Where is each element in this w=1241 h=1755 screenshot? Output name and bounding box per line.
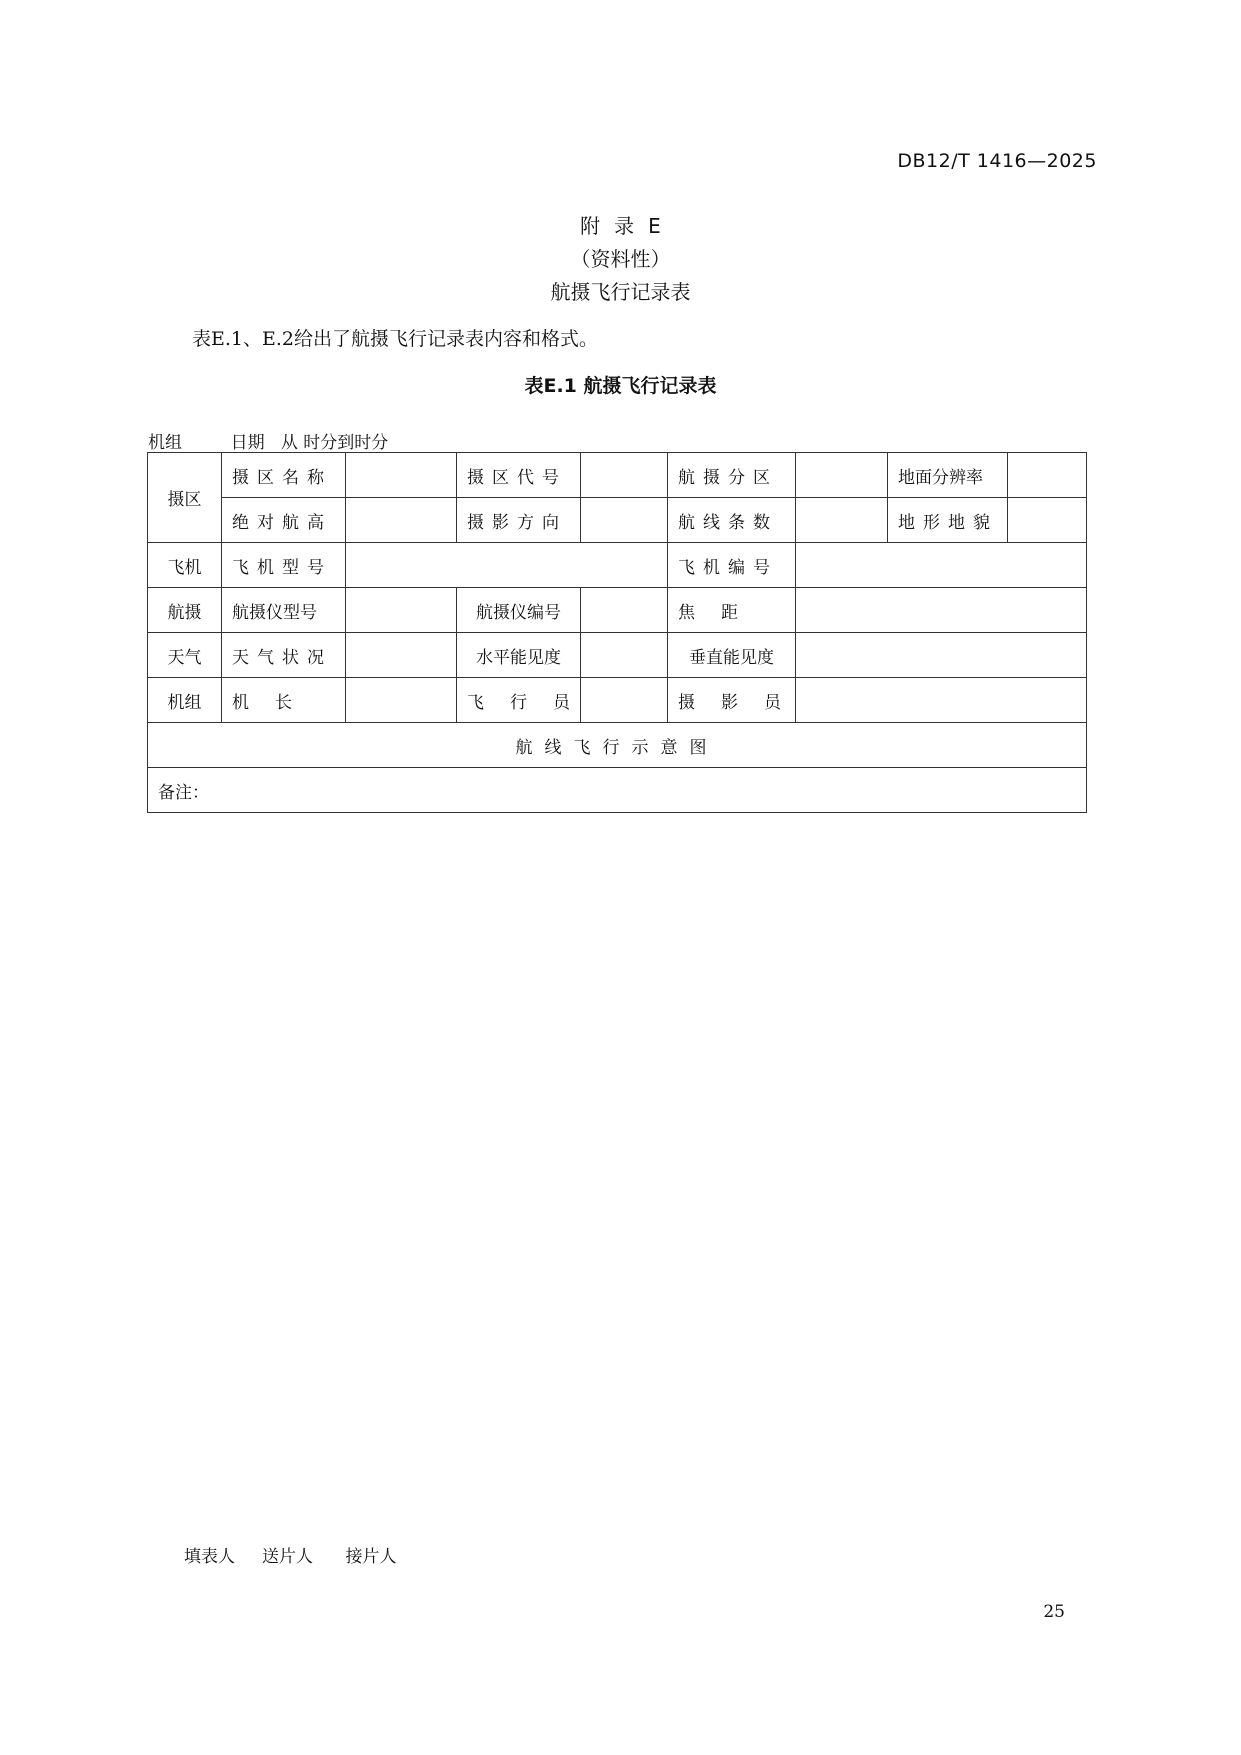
intro-paragraph: 表E.1、E.2给出了航摄飞行记录表内容和格式。 [192, 328, 598, 350]
appendix-name: 航摄飞行记录表 [550, 280, 691, 304]
field-weather-condition[interactable] [346, 633, 457, 678]
field-aircraft-model[interactable] [346, 543, 668, 588]
table-row [148, 588, 1087, 633]
field-strip-count[interactable] [796, 498, 888, 543]
table-row [148, 678, 1087, 723]
field-vertical-visibility[interactable] [796, 633, 1087, 678]
remarks-area[interactable]: 备注： [148, 768, 1087, 813]
table-row [148, 453, 1087, 498]
table-caption: 表E.1 航摄飞行记录表 [524, 375, 717, 397]
label-strip-count: 航线条数 [668, 498, 796, 543]
table-row [148, 633, 1087, 678]
flight-line-sketch-area: 航线飞行示意图 [148, 723, 1087, 768]
label-photographer: 摄影员 [668, 678, 796, 723]
row-header-aircraft: 飞机 [148, 543, 222, 588]
field-photographer[interactable] [796, 678, 1087, 723]
field-horizontal-visibility[interactable] [581, 633, 668, 678]
field-area-code[interactable] [581, 453, 668, 498]
label-photo-direction: 摄影方向 [457, 498, 581, 543]
field-absolute-altitude[interactable] [346, 498, 457, 543]
table-row [148, 543, 1087, 588]
field-photo-direction[interactable] [581, 498, 668, 543]
label-camera-number: 航摄仪编号 [457, 588, 581, 633]
field-camera-model[interactable] [346, 588, 457, 633]
label-weather-condition: 天气状况 [222, 633, 346, 678]
standard-code: DB12/T 1416—2025 [897, 150, 1097, 172]
field-focal-length[interactable] [796, 588, 1087, 633]
label-aircraft-number: 飞机编号 [668, 543, 796, 588]
field-aircraft-number[interactable] [796, 543, 1087, 588]
row-header-weather: 天气 [148, 633, 222, 678]
crew-date-line: 机组 日期 从 时分到时分 [148, 433, 389, 453]
field-captain[interactable] [346, 678, 457, 723]
label-vertical-visibility: 垂直能见度 [668, 633, 796, 678]
label-camera-model: 航摄仪型号 [222, 588, 346, 633]
field-camera-number[interactable] [581, 588, 668, 633]
label-horizontal-visibility: 水平能见度 [457, 633, 581, 678]
signers-line: 填表人 送片人 接片人 [184, 1547, 397, 1567]
table-row [148, 498, 1087, 543]
field-terrain[interactable] [1008, 498, 1087, 543]
page-number: 25 [1043, 1602, 1065, 1622]
label-aircraft-model: 飞机型号 [222, 543, 346, 588]
row-header-survey-area: 摄区 [148, 453, 222, 543]
field-ground-resolution[interactable] [1008, 453, 1087, 498]
table-row [148, 768, 1087, 813]
label-pilot: 飞行员 [457, 678, 581, 723]
label-ground-resolution: 地面分辨率 [888, 453, 1008, 498]
field-sub-area[interactable] [796, 453, 888, 498]
label-terrain: 地形地貌 [888, 498, 1008, 543]
label-captain: 机长 [222, 678, 346, 723]
appendix-title: 附录E [580, 214, 675, 238]
label-area-code: 摄区代号 [457, 453, 581, 498]
row-header-crew: 机组 [148, 678, 222, 723]
label-sub-area: 航摄分区 [668, 453, 796, 498]
label-area-name: 摄区名称 [222, 453, 346, 498]
table-row [148, 723, 1087, 768]
flight-record-table [147, 452, 1087, 813]
field-area-name[interactable] [346, 453, 457, 498]
label-absolute-altitude: 绝对航高 [222, 498, 346, 543]
label-focal-length: 焦距 [668, 588, 796, 633]
appendix-type: （资料性） [570, 247, 671, 271]
row-header-camera: 航摄 [148, 588, 222, 633]
